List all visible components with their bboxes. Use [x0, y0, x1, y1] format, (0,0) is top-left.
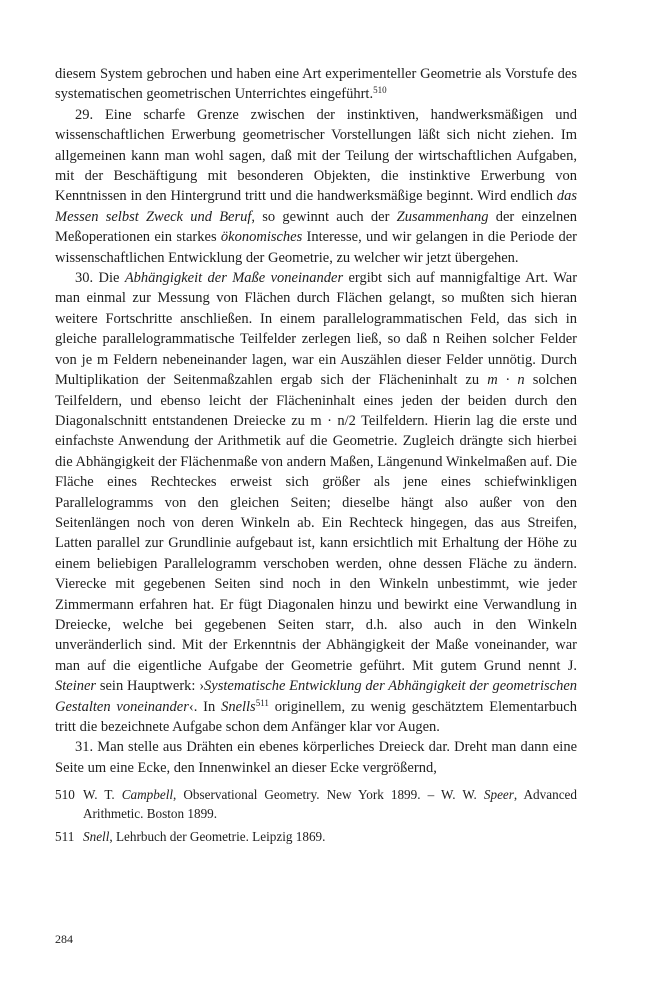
paragraph-31	[55, 737, 577, 778]
text-run: , Advanced Arithmetic. Boston 1899.	[83, 787, 577, 821]
footnote-text	[83, 828, 577, 847]
footnotes	[55, 786, 577, 847]
italic-text: Snell	[83, 829, 110, 845]
text-run: ‹. In	[188, 698, 222, 715]
paragraph-continuation	[55, 64, 577, 105]
italic-text: Speer	[483, 787, 514, 803]
text-run: , so gewinnt auch der	[251, 208, 397, 225]
footnote-reference: 510	[373, 85, 387, 96]
footnote-510	[55, 786, 577, 823]
paragraph-30	[55, 268, 577, 737]
italic-text: m · n	[487, 372, 525, 389]
italic-text: Snells	[221, 698, 256, 715]
italic-text: Abhängigkeit der Maße voneinander	[124, 270, 344, 287]
text-run: solchen Teilfeldern, und ebenso leicht der Flächeninhalt eines jeden der beiden durch den Diagonalschnitt entstandenen Dreiecke zu m · n/2 Teilfeldern. Hierin lag die erste und einfachste Anwendung der Arithmetik auf die Geometrie. Zugleich drängte sich hierbei die Abhängigkeit der Flächenmaße von andern Maßen, Längenund Winkelmaßen auf. Die Fläche eines Rechteckes erweist sich größer als jene eines schiefwinkligen Parallelogramms von den gleichen Seiten; dieselbe hängt also außer von den Seitenlängen noch von deren Winkeln ab. Ein Rechteck hingegen, das aus Streifen, Latten parallel zur Grundlinie aufgebaut ist, kann ersichtlich mit Erhaltung der Höhe zu einem beliebigen Parallelogramm verschoben werden, ohne dessen Fläche zu ändern. Vierecke mit gegebenen Seiten sind noch in den Winkeln unbestimmt, wie jeder Zimmermann erfahren hat. Er fügt Diagonalen hinzu und bewirkt eine Verwandlung in Dreiecke, welche bei gegebenen Seiten starr, d.h. also auch in den Winkeln unveränderlich sind. Mit der Erkenntnis der Abhängigkeit der Maße voneinander, war man auf die eigentliche Aufgabe der Geometrie geführt. Mit gutem Grund nennt J.	[55, 372, 577, 674]
page-number: 284	[55, 932, 73, 946]
text-run: , Observational Geometry. New York 1899. – W. W.	[173, 787, 484, 803]
footnote-number: 511	[55, 829, 75, 845]
italic-text: Systematische Entwicklung der Abhängigkeit der geometrischen Gestalten voneinander	[55, 678, 578, 715]
footnote-reference: 511	[255, 697, 269, 708]
paragraph-29	[55, 105, 577, 268]
text-run: W. T.	[83, 787, 122, 803]
text-run: originellem, zu wenig geschätztem Elementarbuch tritt die bezeichnete Aufgabe schon dem Anfänger klar vor Augen.	[55, 698, 577, 735]
text-run: 30. Die	[75, 270, 125, 287]
italic-text: Zusammenhang	[396, 208, 489, 225]
italic-text: Campbell	[121, 787, 174, 803]
italic-text: ökonomisches	[220, 229, 303, 246]
text-run: 31. Man stelle aus Drähten ein ebenes körperliches Dreieck dar. Dreht man dann eine Seite um eine Ecke, den Innenwinkel an dieser Ecke vergrößernd,	[55, 739, 577, 776]
text-run: sein Hauptwerk: ›	[96, 678, 205, 695]
italic-text: Steiner	[55, 678, 97, 695]
text-run: 29. Eine scharfe Grenze zwischen der instinktiven, handwerksmäßigen und wissenschaftlichen Erwerbung geometrischer Vorstellungen läßt sich nicht ziehen. Im allgemeinen kann man wohl sagen, daß mit der Teilung der wirtschaftlichen Aufgaben, mit der Beschäftigung mit besonderen Objekten, die instinktive Erwerbung von Kenntnissen in den Hintergrund tritt und die handwerksmäßige beginnt. Wird endlich	[55, 106, 577, 205]
footnote-number: 510	[55, 787, 75, 803]
footnote-511	[55, 828, 577, 847]
text-run: , Lehrbuch der Geometrie. Leipzig 1869.	[109, 829, 326, 845]
text-run: der einzelnen Meßoperationen ein starkes	[55, 208, 577, 246]
italic-text: das Messen selbst Zweck und Beruf	[55, 188, 577, 225]
text-run: diesem System gebrochen und haben eine Art experimenteller Geometrie als Vorstufe des systematischen geometrischen Unterrichtes eingeführt.	[55, 66, 577, 103]
page-body	[55, 64, 577, 852]
text-run: ergibt sich auf mannigfaltige Art. War man einmal zur Messung von Flächen durch Flächen gelangt, so mußten sich hieran weitere Fortschritte anschließen. In einem parallelogrammatischen Feld, das sich in gleiche parallelogrammatische Teilfelder zerlegen ließ, so daß n Reihen solcher Felder von je m Feldern nebeneinander lagen, war ein Auszählen dieser Felder unnötig. Durch Multiplikation der Seitenmaßzahlen ergab sich der Flächeninhalt zu	[55, 270, 578, 389]
text-run: Interesse, und wir gelangen in die Periode der wissenschaftlichen Entwicklung der Geometrie, zu welcher wir jetzt übergehen.	[55, 229, 577, 266]
footnote-text	[83, 786, 577, 823]
